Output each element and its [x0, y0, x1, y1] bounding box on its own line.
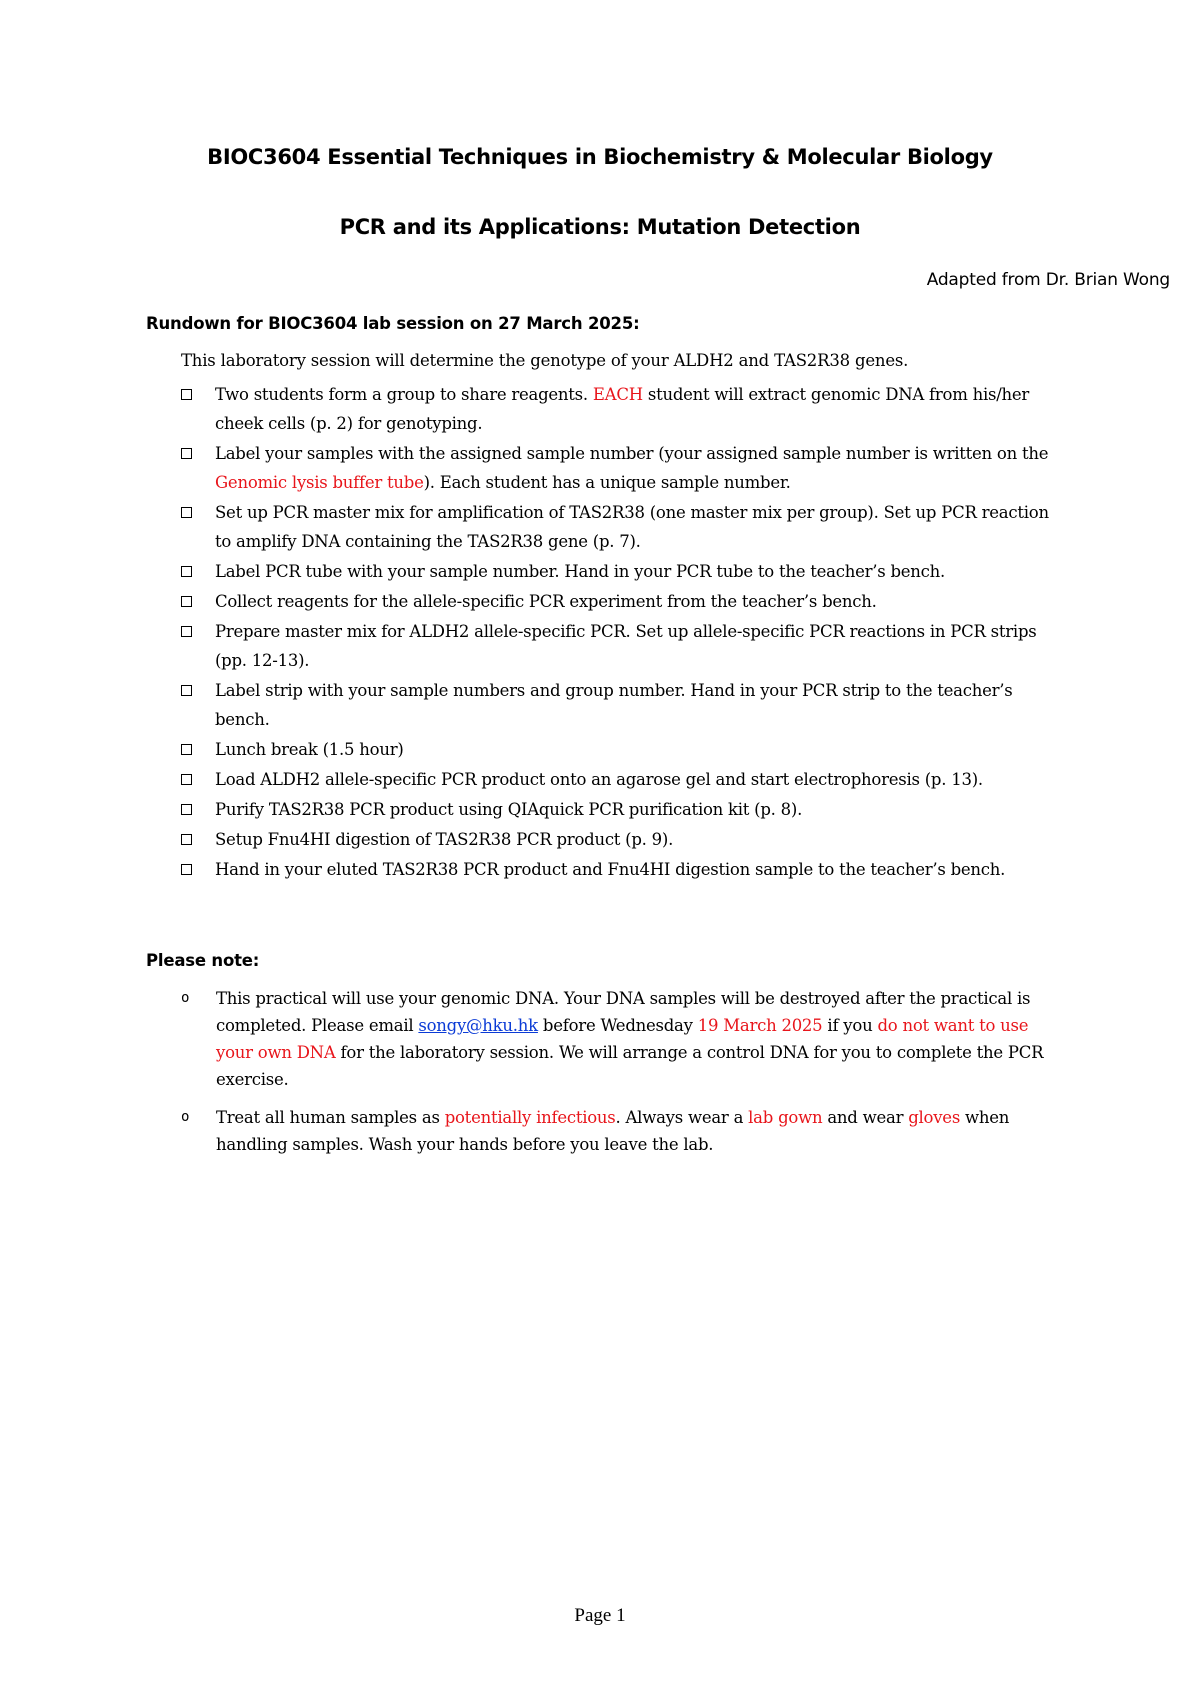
note-item-safety — [181, 1104, 1061, 1158]
checklist-item-text: Label your samples with the assigned sample number (your assigned sample number is written on the Genomic lysis buffer tube). Each student has a unique sample number. — [215, 444, 1049, 492]
checklist-item — [181, 735, 1061, 764]
note-text: This practical will use your genomic DNA. Your DNA samples will be destroyed after the practical is completed. Please email songy@hku.hk before Wednesday 19 March 2025 if you do not want to use your own DNA for the laboratory session. We will arrange a control DNA for you to complete the PCR exercise. — [216, 989, 1044, 1089]
checklist-item — [181, 795, 1061, 824]
checklist-item — [181, 587, 1061, 616]
checklist-item-text: Label strip with your sample numbers and group number. Hand in your PCR strip to the teacher’s bench. — [215, 681, 1013, 729]
checklist-item — [181, 439, 1061, 497]
checklist-item-text: Load ALDH2 allele-specific PCR product onto an agarose gel and start electrophoresis (p. 13). — [215, 770, 983, 789]
rundown-intro: This laboratory session will determine the genotype of your ALDH2 and TAS2R38 genes. — [181, 351, 909, 370]
page-number: Page 1 — [574, 1605, 626, 1626]
checklist-item-text: Setup Fnu4HI digestion of TAS2R38 PCR product (p. 9). — [215, 830, 674, 849]
checkbox-icon[interactable] — [181, 507, 192, 518]
rundown-checklist — [181, 380, 1061, 885]
checklist-item — [181, 617, 1061, 675]
checklist-item — [181, 380, 1061, 438]
checkbox-icon[interactable] — [181, 744, 192, 755]
checkbox-icon[interactable] — [181, 685, 192, 696]
checklist-item — [181, 676, 1061, 734]
checklist-item — [181, 557, 1061, 586]
checklist-item-text: Purify TAS2R38 PCR product using QIAquick PCR purification kit (p. 8). — [215, 800, 803, 819]
checklist-item-text: Prepare master mix for ALDH2 allele-specific PCR. Set up allele-specific PCR reactions in PCR strips (pp. 12-13). — [215, 622, 1037, 670]
checkbox-icon[interactable] — [181, 804, 192, 815]
checkbox-icon[interactable] — [181, 864, 192, 875]
checklist-item — [181, 765, 1061, 794]
checklist-item-text: Label PCR tube with your sample number. Hand in your PCR tube to the teacher’s bench. — [215, 562, 946, 581]
checklist-item-text: Lunch break (1.5 hour) — [215, 740, 404, 759]
document-title: BIOC3604 Essential Techniques in Biochemistry & Molecular Biology — [207, 145, 993, 169]
attribution-text: Adapted from Dr. Brian Wong — [926, 270, 1170, 290]
checklist-item-text: Two students form a group to share reagents. EACH student will extract genomic DNA from his/her cheek cells (p. 2) for genotyping. — [215, 385, 1030, 433]
note-item-dna — [181, 985, 1061, 1093]
checkbox-icon[interactable] — [181, 596, 192, 607]
checkbox-icon[interactable] — [181, 566, 192, 577]
notes-list — [181, 985, 1061, 1169]
please-note-heading: Please note: — [146, 951, 260, 970]
bullet-icon: o — [181, 990, 190, 1006]
checklist-item-text: Set up PCR master mix for amplification of TAS2R38 (one master mix per group). Set up PCR reaction to amplify DNA containing the TAS2R38 gene (p. 7). — [215, 503, 1049, 551]
checkbox-icon[interactable] — [181, 389, 192, 400]
checklist-item-text: Collect reagents for the allele-specific PCR experiment from the teacher’s bench. — [215, 592, 877, 611]
note-text: Treat all human samples as potentially infectious. Always wear a lab gown and wear gloves when handling samples. Wash your hands before you leave the lab. — [216, 1108, 1010, 1154]
checklist-item — [181, 498, 1061, 556]
checklist-item-text: Hand in your eluted TAS2R38 PCR product and Fnu4HI digestion sample to the teacher’s bench. — [215, 860, 1006, 879]
bullet-icon: o — [181, 1109, 190, 1125]
checklist-item — [181, 855, 1061, 884]
checkbox-icon[interactable] — [181, 774, 192, 785]
checkbox-icon[interactable] — [181, 834, 192, 845]
checklist-item — [181, 825, 1061, 854]
checkbox-icon[interactable] — [181, 448, 192, 459]
rundown-heading: Rundown for BIOC3604 lab session on 27 March 2025: — [146, 314, 640, 333]
checkbox-icon[interactable] — [181, 626, 192, 637]
email-link[interactable]: songy@hku.hk — [418, 1016, 538, 1035]
document-subtitle: PCR and its Applications: Mutation Detection — [339, 215, 861, 239]
